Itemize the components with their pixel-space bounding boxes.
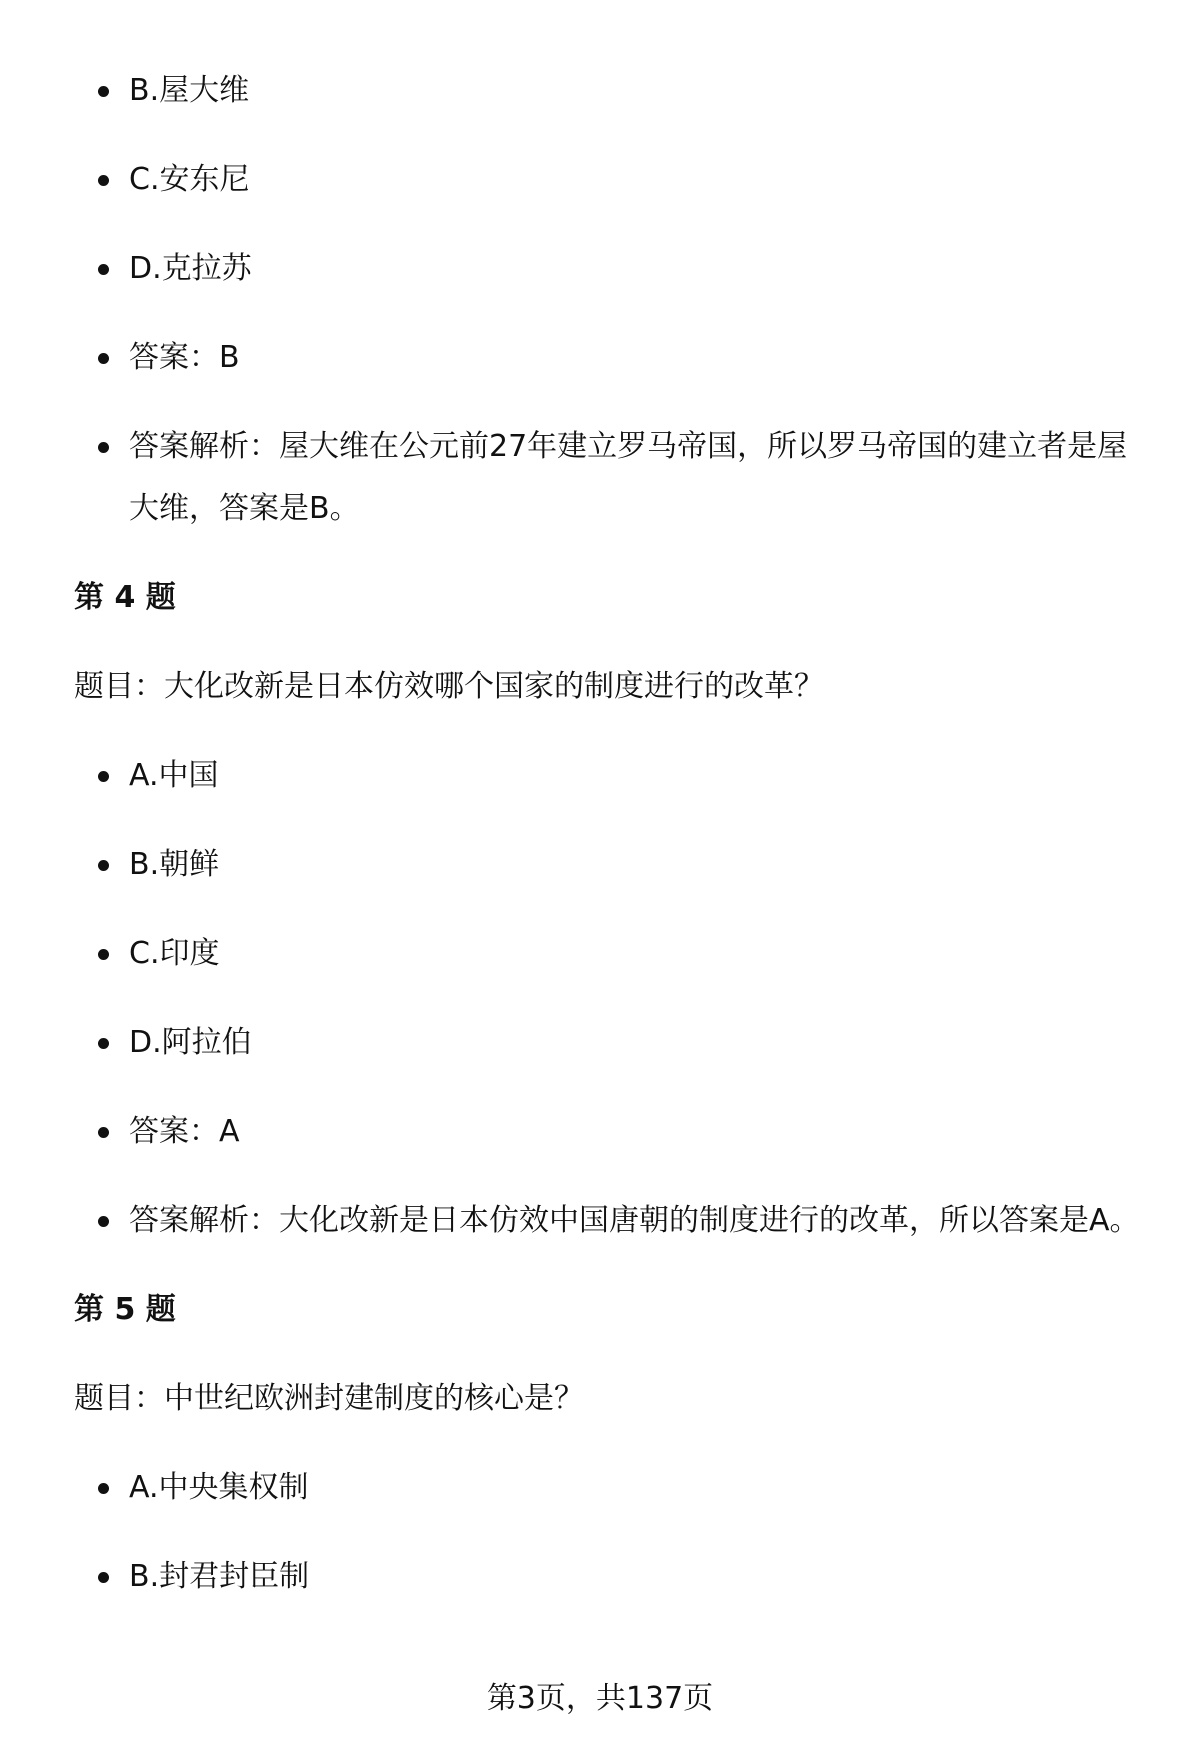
question-text: 题目：中世纪欧洲封建制度的核心是？ (74, 1381, 584, 1416)
page-content (74, 60, 1154, 1635)
list-item: C.印度 (74, 923, 1154, 985)
q3-option-list (74, 60, 1154, 540)
list-item: D.阿拉伯 (74, 1012, 1154, 1074)
list-item: D.克拉苏 (74, 238, 1154, 300)
question-text: 题目：大化改新是日本仿效哪个国家的制度进行的改革？ (74, 669, 824, 704)
list-item: B.封君封臣制 (74, 1546, 1154, 1608)
answer-item: 答案：A (74, 1101, 1154, 1163)
q5-option-list (74, 1457, 1154, 1608)
q4-option-list (74, 745, 1154, 1252)
answer-explanation-item: 答案解析：屋大维在公元前27年建立罗马帝国，所以罗马帝国的建立者是屋大维，答案是B。 (74, 416, 1154, 540)
answer-item: 答案：B (74, 327, 1154, 389)
question-heading: 第 5 题 (74, 1292, 176, 1327)
list-item: B.屋大维 (74, 60, 1154, 122)
answer-explanation-item: 答案解析：大化改新是日本仿效中国唐朝的制度进行的改革，所以答案是A。 (74, 1190, 1154, 1252)
question-heading: 第 4 题 (74, 580, 176, 615)
list-item: A.中国 (74, 745, 1154, 807)
page-number-footer: 第3页，共137页 (486, 1681, 714, 1716)
list-item: C.安东尼 (74, 149, 1154, 211)
list-item: B.朝鲜 (74, 834, 1154, 896)
list-item: A.中央集权制 (74, 1457, 1154, 1519)
